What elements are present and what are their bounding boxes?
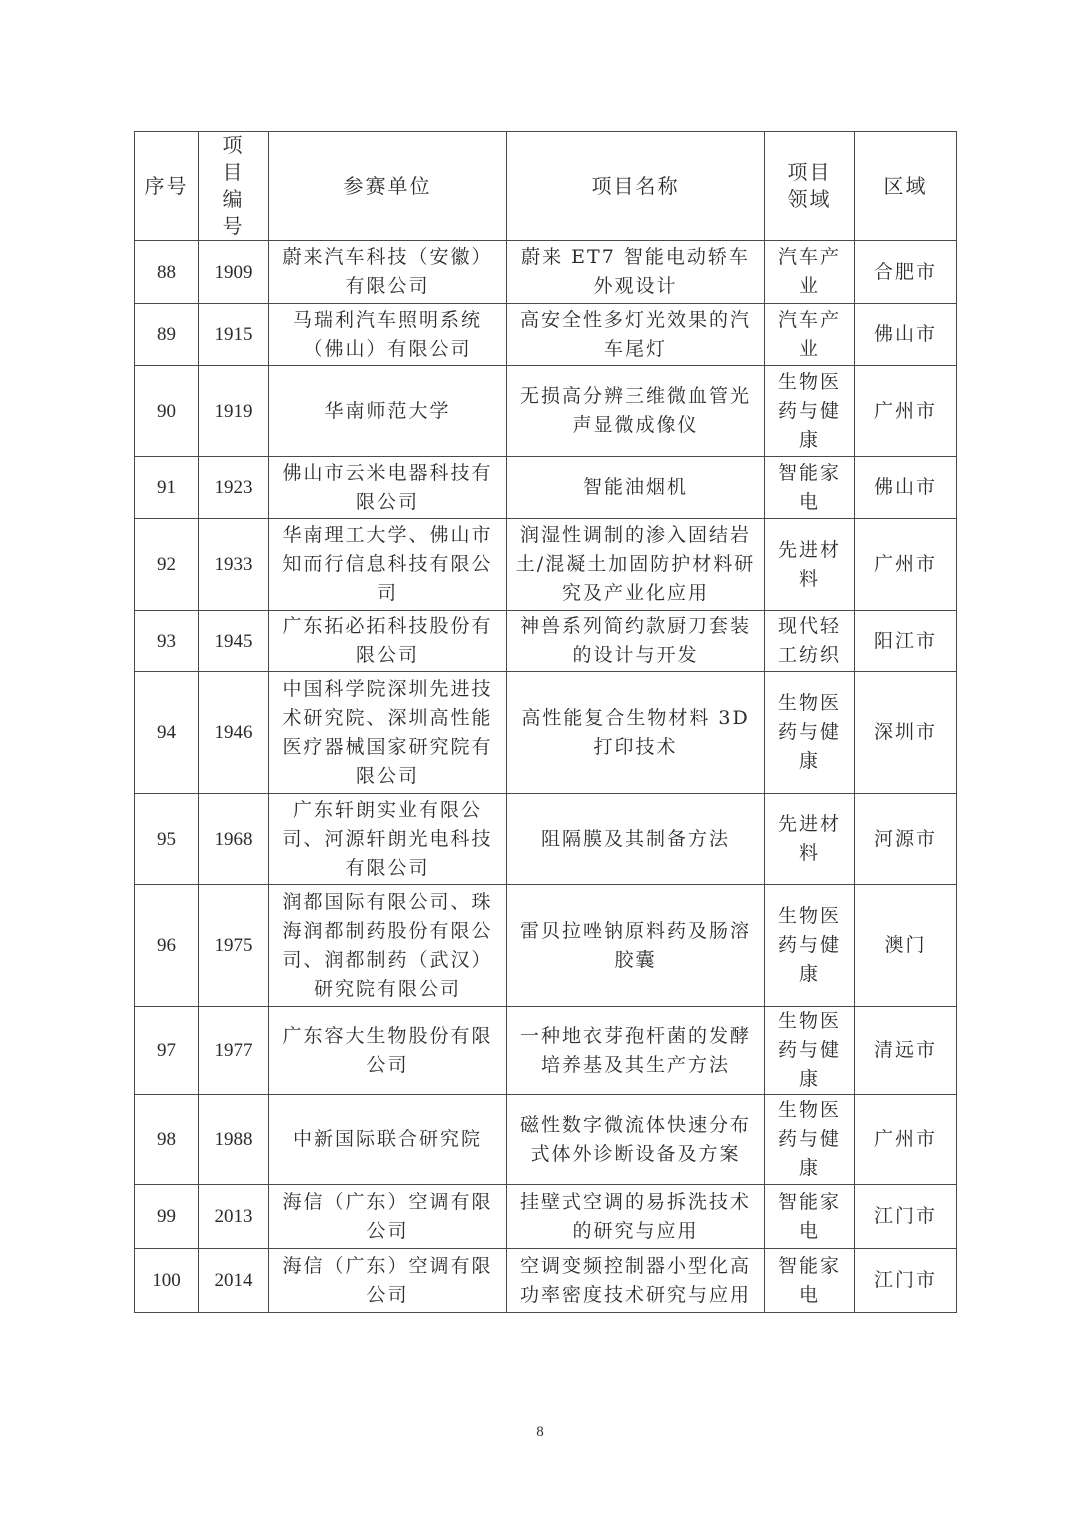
cell-code: 1915 <box>199 304 269 366</box>
cell-name: 一种地衣芽孢杆菌的发酵培养基及其生产方法 <box>507 1007 765 1095</box>
cell-seq: 99 <box>135 1185 199 1249</box>
cell-name: 挂壁式空调的易拆洗技术的研究与应用 <box>507 1185 765 1249</box>
table-row <box>135 672 957 794</box>
cell-region: 广州市 <box>855 1095 957 1185</box>
cell-unit: 海信（广东）空调有限公司 <box>269 1249 507 1313</box>
table-header <box>135 132 957 241</box>
cell-seq: 91 <box>135 457 199 519</box>
table-row <box>135 304 957 366</box>
cell-region: 佛山市 <box>855 457 957 519</box>
cell-unit: 佛山市云米电器科技有限公司 <box>269 457 507 519</box>
cell-field: 先进材料 <box>765 519 855 611</box>
cell-unit: 海信（广东）空调有限公司 <box>269 1185 507 1249</box>
cell-region: 澳门 <box>855 885 957 1007</box>
table-body <box>135 241 957 1313</box>
page-number: 8 <box>536 1424 544 1440</box>
header-region: 区域 <box>855 132 957 241</box>
cell-name: 高安全性多灯光效果的汽车尾灯 <box>507 304 765 366</box>
cell-seq: 92 <box>135 519 199 611</box>
cell-code: 1945 <box>199 611 269 672</box>
cell-region: 合肥市 <box>855 241 957 304</box>
cell-name: 神兽系列简约款厨刀套装的设计与开发 <box>507 611 765 672</box>
cell-field: 生物医药与健康 <box>765 1095 855 1185</box>
cell-field: 生物医药与健康 <box>765 1007 855 1095</box>
cell-code: 2014 <box>199 1249 269 1313</box>
cell-seq: 89 <box>135 304 199 366</box>
cell-code: 2013 <box>199 1185 269 1249</box>
cell-seq: 97 <box>135 1007 199 1095</box>
cell-unit: 中新国际联合研究院 <box>269 1095 507 1185</box>
cell-code: 1909 <box>199 241 269 304</box>
header-unit: 参赛单位 <box>269 132 507 241</box>
cell-code: 1933 <box>199 519 269 611</box>
table-row <box>135 457 957 519</box>
cell-field: 汽车产业 <box>765 241 855 304</box>
cell-code: 1946 <box>199 672 269 794</box>
cell-unit: 广东轩朗实业有限公司、河源轩朗光电科技有限公司 <box>269 794 507 885</box>
cell-field: 生物医药与健康 <box>765 672 855 794</box>
header-field: 项目领域 <box>765 132 855 241</box>
cell-unit: 蔚来汽车科技（安徽）有限公司 <box>269 241 507 304</box>
cell-name: 空调变频控制器小型化高功率密度技术研究与应用 <box>507 1249 765 1313</box>
header-code: 项目编号 <box>199 132 269 241</box>
table-row <box>135 519 957 611</box>
cell-seq: 90 <box>135 366 199 457</box>
cell-region: 广州市 <box>855 519 957 611</box>
cell-name: 阻隔膜及其制备方法 <box>507 794 765 885</box>
cell-seq: 100 <box>135 1249 199 1313</box>
cell-code: 1975 <box>199 885 269 1007</box>
cell-field: 生物医药与健康 <box>765 885 855 1007</box>
cell-unit: 中国科学院深圳先进技术研究院、深圳高性能医疗器械国家研究院有限公司 <box>269 672 507 794</box>
cell-field: 汽车产业 <box>765 304 855 366</box>
project-table <box>134 131 957 1313</box>
cell-name: 雷贝拉唑钠原料药及肠溶胶囊 <box>507 885 765 1007</box>
cell-seq: 93 <box>135 611 199 672</box>
cell-region: 深圳市 <box>855 672 957 794</box>
cell-region: 江门市 <box>855 1249 957 1313</box>
table-row <box>135 1007 957 1095</box>
table-row <box>135 1185 957 1249</box>
cell-seq: 94 <box>135 672 199 794</box>
cell-seq: 96 <box>135 885 199 1007</box>
cell-unit: 润都国际有限公司、珠海润都制药股份有限公司、润都制药（武汉）研究院有限公司 <box>269 885 507 1007</box>
cell-field: 智能家电 <box>765 1249 855 1313</box>
cell-code: 1968 <box>199 794 269 885</box>
table-row <box>135 611 957 672</box>
table-row <box>135 1249 957 1313</box>
header-name: 项目名称 <box>507 132 765 241</box>
table-row <box>135 794 957 885</box>
cell-region: 阳江市 <box>855 611 957 672</box>
cell-unit: 华南师范大学 <box>269 366 507 457</box>
cell-unit: 马瑞利汽车照明系统（佛山）有限公司 <box>269 304 507 366</box>
table-row <box>135 241 957 304</box>
cell-name: 润湿性调制的渗入固结岩土/混凝土加固防护材料研究及产业化应用 <box>507 519 765 611</box>
cell-name: 智能油烟机 <box>507 457 765 519</box>
cell-field: 现代轻工纺织 <box>765 611 855 672</box>
table-row <box>135 1095 957 1185</box>
cell-field: 先进材料 <box>765 794 855 885</box>
cell-region: 清远市 <box>855 1007 957 1095</box>
cell-name: 高性能复合生物材料 3D 打印技术 <box>507 672 765 794</box>
cell-code: 1919 <box>199 366 269 457</box>
cell-field: 生物医药与健康 <box>765 366 855 457</box>
cell-seq: 88 <box>135 241 199 304</box>
cell-name: 磁性数字微流体快速分布式体外诊断设备及方案 <box>507 1095 765 1185</box>
cell-name: 无损高分辨三维微血管光声显微成像仪 <box>507 366 765 457</box>
cell-name: 蔚来 ET7 智能电动轿车外观设计 <box>507 241 765 304</box>
header-seq: 序号 <box>135 132 199 241</box>
cell-unit: 广东拓必拓科技股份有限公司 <box>269 611 507 672</box>
table-row <box>135 885 957 1007</box>
cell-code: 1988 <box>199 1095 269 1185</box>
cell-field: 智能家电 <box>765 457 855 519</box>
cell-code: 1977 <box>199 1007 269 1095</box>
table-row <box>135 366 957 457</box>
cell-region: 佛山市 <box>855 304 957 366</box>
cell-region: 河源市 <box>855 794 957 885</box>
cell-region: 广州市 <box>855 366 957 457</box>
cell-seq: 98 <box>135 1095 199 1185</box>
cell-unit: 华南理工大学、佛山市知而行信息科技有限公司 <box>269 519 507 611</box>
cell-code: 1923 <box>199 457 269 519</box>
cell-unit: 广东容大生物股份有限公司 <box>269 1007 507 1095</box>
cell-seq: 95 <box>135 794 199 885</box>
cell-region: 江门市 <box>855 1185 957 1249</box>
cell-field: 智能家电 <box>765 1185 855 1249</box>
